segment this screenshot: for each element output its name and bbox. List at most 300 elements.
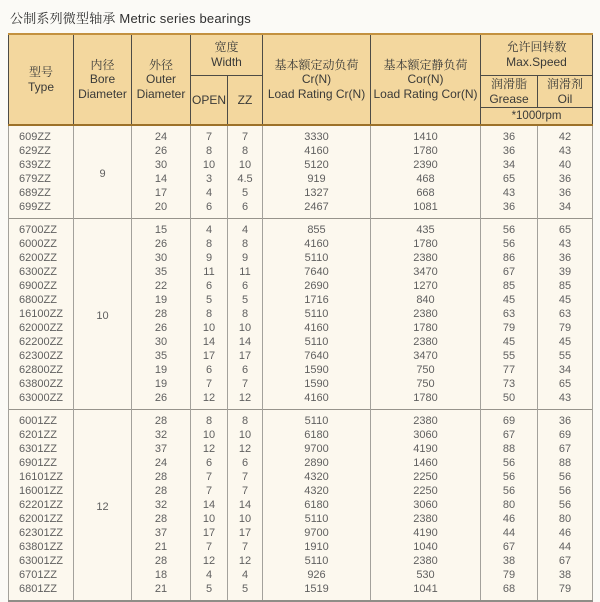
width-open-cell: 4 bbox=[191, 186, 228, 200]
speed-grease-cell: 85 bbox=[481, 279, 538, 293]
width-open-cell: 12 bbox=[191, 442, 228, 456]
load-rating-cr-cell: 1716 bbox=[263, 293, 371, 307]
outer-diameter-cell: 28 bbox=[132, 512, 191, 526]
width-open-cell: 10 bbox=[191, 158, 228, 172]
width-open-cell: 14 bbox=[191, 498, 228, 512]
outer-diameter-cell: 28 bbox=[132, 470, 191, 484]
outer-diameter-cell: 21 bbox=[132, 540, 191, 554]
speed-oil-cell: 67 bbox=[538, 554, 593, 568]
width-zz-cell: 8 bbox=[228, 144, 263, 158]
speed-grease-cell: 80 bbox=[481, 498, 538, 512]
width-open-cell: 7 bbox=[191, 484, 228, 498]
load-rating-cor-cell: 750 bbox=[371, 377, 481, 391]
header-rpm-note: *1000rpm bbox=[481, 108, 593, 126]
header-grease-cn: 润滑脂 bbox=[490, 77, 527, 91]
header-width-en: Width bbox=[211, 55, 242, 69]
load-rating-cr-cell: 9700 bbox=[263, 526, 371, 540]
load-rating-cor-cell: 2380 bbox=[371, 251, 481, 265]
speed-oil-cell: 46 bbox=[538, 526, 593, 540]
width-zz-cell: 10 bbox=[228, 158, 263, 172]
model-cell: 63001ZZ bbox=[9, 554, 74, 568]
width-open-cell: 6 bbox=[191, 363, 228, 377]
width-zz-cell: 10 bbox=[228, 321, 263, 335]
speed-grease-cell: 69 bbox=[481, 410, 538, 429]
load-rating-cor-cell: 4190 bbox=[371, 526, 481, 540]
header-cor-en: Load Rating Cor(N) bbox=[373, 86, 478, 101]
load-rating-cor-cell: 1081 bbox=[371, 200, 481, 219]
outer-diameter-cell: 28 bbox=[132, 484, 191, 498]
speed-oil-cell: 34 bbox=[538, 200, 593, 219]
bearing-spec-table bbox=[8, 33, 593, 602]
width-open-cell: 9 bbox=[191, 251, 228, 265]
header-type-cn: 型号 bbox=[28, 65, 53, 79]
table-header bbox=[9, 34, 593, 125]
width-zz-cell: 7 bbox=[228, 125, 263, 144]
model-cell: 63000ZZ bbox=[9, 391, 74, 410]
outer-diameter-cell: 24 bbox=[132, 456, 191, 470]
width-zz-cell: 14 bbox=[228, 335, 263, 349]
outer-diameter-cell: 32 bbox=[132, 428, 191, 442]
width-open-cell: 7 bbox=[191, 470, 228, 484]
load-rating-cr-cell: 7640 bbox=[263, 349, 371, 363]
header-grease-en: Grease bbox=[489, 91, 529, 106]
outer-diameter-cell: 32 bbox=[132, 498, 191, 512]
width-open-cell: 7 bbox=[191, 125, 228, 144]
load-rating-cor-cell: 1041 bbox=[371, 582, 481, 601]
load-rating-cr-cell: 5110 bbox=[263, 410, 371, 429]
load-rating-cr-cell: 6180 bbox=[263, 428, 371, 442]
outer-diameter-cell: 26 bbox=[132, 321, 191, 335]
width-zz-cell: 6 bbox=[228, 279, 263, 293]
width-open-cell: 7 bbox=[191, 540, 228, 554]
header-oil-cn: 润滑剂 bbox=[547, 77, 584, 91]
speed-grease-cell: 56 bbox=[481, 484, 538, 498]
speed-grease-cell: 56 bbox=[481, 219, 538, 238]
bearing-section-bore-9 bbox=[9, 125, 593, 219]
speed-oil-cell: 45 bbox=[538, 293, 593, 307]
speed-oil-cell: 39 bbox=[538, 265, 593, 279]
outer-diameter-cell: 26 bbox=[132, 144, 191, 158]
width-open-cell: 12 bbox=[191, 391, 228, 410]
load-rating-cr-cell: 5110 bbox=[263, 251, 371, 265]
outer-diameter-cell: 28 bbox=[132, 307, 191, 321]
width-open-cell: 3 bbox=[191, 172, 228, 186]
load-rating-cor-cell: 2380 bbox=[371, 554, 481, 568]
speed-oil-cell: 88 bbox=[538, 456, 593, 470]
speed-oil-cell: 45 bbox=[538, 335, 593, 349]
load-rating-cor-cell: 2380 bbox=[371, 410, 481, 429]
width-zz-cell: 10 bbox=[228, 428, 263, 442]
width-zz-cell: 11 bbox=[228, 265, 263, 279]
model-cell: 639ZZ bbox=[9, 158, 74, 172]
header-width-zz: ZZ bbox=[228, 76, 263, 126]
speed-grease-cell: 43 bbox=[481, 186, 538, 200]
load-rating-cr-cell: 1590 bbox=[263, 363, 371, 377]
speed-oil-cell: 65 bbox=[538, 377, 593, 391]
speed-oil-cell: 36 bbox=[538, 251, 593, 265]
model-cell: 6201ZZ bbox=[9, 428, 74, 442]
outer-diameter-cell: 19 bbox=[132, 293, 191, 307]
outer-diameter-cell: 37 bbox=[132, 526, 191, 540]
model-cell: 679ZZ bbox=[9, 172, 74, 186]
load-rating-cr-cell: 3330 bbox=[263, 125, 371, 144]
width-open-cell: 11 bbox=[191, 265, 228, 279]
speed-oil-cell: 65 bbox=[538, 219, 593, 238]
speed-grease-cell: 73 bbox=[481, 377, 538, 391]
width-zz-cell: 12 bbox=[228, 442, 263, 456]
width-zz-cell: 12 bbox=[228, 391, 263, 410]
model-cell: 6701ZZ bbox=[9, 568, 74, 582]
width-open-cell: 12 bbox=[191, 554, 228, 568]
model-cell: 6901ZZ bbox=[9, 456, 74, 470]
model-cell: 62200ZZ bbox=[9, 335, 74, 349]
outer-diameter-cell: 17 bbox=[132, 186, 191, 200]
outer-diameter-cell: 30 bbox=[132, 158, 191, 172]
outer-diameter-cell: 21 bbox=[132, 582, 191, 601]
speed-oil-cell: 63 bbox=[538, 307, 593, 321]
speed-grease-cell: 56 bbox=[481, 456, 538, 470]
outer-diameter-cell: 35 bbox=[132, 265, 191, 279]
width-zz-cell: 14 bbox=[228, 498, 263, 512]
model-cell: 6300ZZ bbox=[9, 265, 74, 279]
width-zz-cell: 17 bbox=[228, 526, 263, 540]
width-zz-cell: 9 bbox=[228, 251, 263, 265]
outer-diameter-cell: 22 bbox=[132, 279, 191, 293]
speed-oil-cell: 44 bbox=[538, 540, 593, 554]
header-bore-cn: 内径 bbox=[90, 57, 115, 72]
load-rating-cr-cell: 855 bbox=[263, 219, 371, 238]
model-cell: 62201ZZ bbox=[9, 498, 74, 512]
header-width bbox=[191, 34, 263, 76]
header-speed-cn: 允许回转数 bbox=[506, 40, 567, 55]
outer-diameter-cell: 28 bbox=[132, 554, 191, 568]
load-rating-cr-cell: 4320 bbox=[263, 484, 371, 498]
speed-grease-cell: 86 bbox=[481, 251, 538, 265]
outer-diameter-cell: 19 bbox=[132, 377, 191, 391]
model-cell: 699ZZ bbox=[9, 200, 74, 219]
width-zz-cell: 5 bbox=[228, 293, 263, 307]
speed-grease-cell: 44 bbox=[481, 526, 538, 540]
model-cell: 6301ZZ bbox=[9, 442, 74, 456]
load-rating-cor-cell: 468 bbox=[371, 172, 481, 186]
load-rating-cr-cell: 2690 bbox=[263, 279, 371, 293]
load-rating-cor-cell: 3470 bbox=[371, 349, 481, 363]
header-outer-cn: 外径 bbox=[148, 57, 173, 72]
bore-diameter-cell: 9 bbox=[74, 125, 132, 219]
outer-diameter-cell: 15 bbox=[132, 219, 191, 238]
bore-diameter-cell: 10 bbox=[74, 219, 132, 410]
load-rating-cor-cell: 3060 bbox=[371, 498, 481, 512]
load-rating-cr-cell: 5110 bbox=[263, 335, 371, 349]
speed-oil-cell: 79 bbox=[538, 321, 593, 335]
model-cell: 63801ZZ bbox=[9, 540, 74, 554]
load-rating-cor-cell: 4190 bbox=[371, 442, 481, 456]
load-rating-cor-cell: 1780 bbox=[371, 237, 481, 251]
load-rating-cor-cell: 840 bbox=[371, 293, 481, 307]
width-zz-cell: 7 bbox=[228, 484, 263, 498]
load-rating-cor-cell: 668 bbox=[371, 186, 481, 200]
model-cell: 6801ZZ bbox=[9, 582, 74, 601]
speed-oil-cell: 36 bbox=[538, 410, 593, 429]
load-rating-cor-cell: 1270 bbox=[371, 279, 481, 293]
outer-diameter-cell: 30 bbox=[132, 251, 191, 265]
table-row bbox=[9, 410, 593, 429]
speed-grease-cell: 68 bbox=[481, 582, 538, 601]
speed-oil-cell: 55 bbox=[538, 349, 593, 363]
speed-grease-cell: 55 bbox=[481, 349, 538, 363]
load-rating-cr-cell: 4160 bbox=[263, 144, 371, 158]
load-rating-cor-cell: 2380 bbox=[371, 335, 481, 349]
width-zz-cell: 10 bbox=[228, 512, 263, 526]
load-rating-cor-cell: 530 bbox=[371, 568, 481, 582]
load-rating-cor-cell: 3060 bbox=[371, 428, 481, 442]
speed-oil-cell: 56 bbox=[538, 470, 593, 484]
load-rating-cr-cell: 5110 bbox=[263, 512, 371, 526]
load-rating-cor-cell: 2390 bbox=[371, 158, 481, 172]
load-rating-cr-cell: 1519 bbox=[263, 582, 371, 601]
model-cell: 16001ZZ bbox=[9, 484, 74, 498]
speed-grease-cell: 63 bbox=[481, 307, 538, 321]
speed-oil-cell: 36 bbox=[538, 172, 593, 186]
width-open-cell: 6 bbox=[191, 279, 228, 293]
load-rating-cr-cell: 4160 bbox=[263, 321, 371, 335]
speed-oil-cell: 67 bbox=[538, 442, 593, 456]
header-type bbox=[9, 34, 74, 125]
speed-oil-cell: 43 bbox=[538, 237, 593, 251]
width-zz-cell: 8 bbox=[228, 410, 263, 429]
speed-oil-cell: 40 bbox=[538, 158, 593, 172]
load-rating-cor-cell: 435 bbox=[371, 219, 481, 238]
model-cell: 6800ZZ bbox=[9, 293, 74, 307]
load-rating-cor-cell: 1460 bbox=[371, 456, 481, 470]
speed-grease-cell: 65 bbox=[481, 172, 538, 186]
model-cell: 6000ZZ bbox=[9, 237, 74, 251]
header-grease bbox=[481, 76, 538, 108]
speed-grease-cell: 88 bbox=[481, 442, 538, 456]
table-row bbox=[9, 125, 593, 144]
header-width-cn: 宽度 bbox=[214, 40, 239, 55]
outer-diameter-cell: 14 bbox=[132, 172, 191, 186]
width-open-cell: 6 bbox=[191, 456, 228, 470]
width-zz-cell: 7 bbox=[228, 377, 263, 391]
speed-oil-cell: 69 bbox=[538, 428, 593, 442]
model-cell: 609ZZ bbox=[9, 125, 74, 144]
header-load-rating-cor bbox=[371, 34, 481, 125]
header-bore-en1: Bore bbox=[89, 72, 116, 87]
width-open-cell: 17 bbox=[191, 526, 228, 540]
bore-diameter-cell: 12 bbox=[74, 410, 132, 602]
speed-grease-cell: 46 bbox=[481, 512, 538, 526]
outer-diameter-cell: 18 bbox=[132, 568, 191, 582]
width-open-cell: 4 bbox=[191, 568, 228, 582]
width-zz-cell: 4.5 bbox=[228, 172, 263, 186]
load-rating-cr-cell: 6180 bbox=[263, 498, 371, 512]
load-rating-cr-cell: 919 bbox=[263, 172, 371, 186]
speed-oil-cell: 56 bbox=[538, 498, 593, 512]
load-rating-cr-cell: 4320 bbox=[263, 470, 371, 484]
speed-oil-cell: 56 bbox=[538, 484, 593, 498]
header-outer-en2: Diameter bbox=[136, 86, 186, 101]
speed-grease-cell: 36 bbox=[481, 144, 538, 158]
width-open-cell: 7 bbox=[191, 377, 228, 391]
load-rating-cor-cell: 2250 bbox=[371, 470, 481, 484]
model-cell: 16101ZZ bbox=[9, 470, 74, 484]
width-open-cell: 17 bbox=[191, 349, 228, 363]
speed-oil-cell: 43 bbox=[538, 144, 593, 158]
width-open-cell: 5 bbox=[191, 293, 228, 307]
width-zz-cell: 17 bbox=[228, 349, 263, 363]
speed-oil-cell: 85 bbox=[538, 279, 593, 293]
width-open-cell: 5 bbox=[191, 582, 228, 601]
speed-grease-cell: 67 bbox=[481, 428, 538, 442]
speed-grease-cell: 77 bbox=[481, 363, 538, 377]
load-rating-cor-cell: 1780 bbox=[371, 321, 481, 335]
outer-diameter-cell: 30 bbox=[132, 335, 191, 349]
width-zz-cell: 6 bbox=[228, 363, 263, 377]
speed-grease-cell: 67 bbox=[481, 265, 538, 279]
load-rating-cor-cell: 1040 bbox=[371, 540, 481, 554]
load-rating-cor-cell: 1780 bbox=[371, 144, 481, 158]
speed-grease-cell: 45 bbox=[481, 335, 538, 349]
model-cell: 6200ZZ bbox=[9, 251, 74, 265]
width-open-cell: 14 bbox=[191, 335, 228, 349]
width-zz-cell: 4 bbox=[228, 568, 263, 582]
load-rating-cor-cell: 2380 bbox=[371, 307, 481, 321]
header-cr-cn: 基本额定动负荷 bbox=[274, 57, 359, 72]
width-zz-cell: 7 bbox=[228, 540, 263, 554]
outer-diameter-cell: 35 bbox=[132, 349, 191, 363]
width-open-cell: 8 bbox=[191, 307, 228, 321]
width-open-cell: 8 bbox=[191, 410, 228, 429]
width-open-cell: 10 bbox=[191, 428, 228, 442]
load-rating-cor-cell: 1410 bbox=[371, 125, 481, 144]
load-rating-cor-cell: 750 bbox=[371, 363, 481, 377]
header-width-open: OPEN bbox=[191, 76, 228, 126]
width-zz-cell: 5 bbox=[228, 582, 263, 601]
speed-oil-cell: 79 bbox=[538, 582, 593, 601]
load-rating-cr-cell: 9700 bbox=[263, 442, 371, 456]
speed-oil-cell: 34 bbox=[538, 363, 593, 377]
load-rating-cr-cell: 2890 bbox=[263, 456, 371, 470]
load-rating-cr-cell: 5120 bbox=[263, 158, 371, 172]
load-rating-cr-cell: 1590 bbox=[263, 377, 371, 391]
load-rating-cor-cell: 2380 bbox=[371, 512, 481, 526]
load-rating-cr-cell: 5110 bbox=[263, 554, 371, 568]
speed-grease-cell: 38 bbox=[481, 554, 538, 568]
speed-grease-cell: 50 bbox=[481, 391, 538, 410]
load-rating-cr-cell: 7640 bbox=[263, 265, 371, 279]
bearing-section-bore-12 bbox=[9, 410, 593, 602]
header-load-rating-cr bbox=[263, 34, 371, 125]
width-zz-cell: 6 bbox=[228, 456, 263, 470]
width-zz-cell: 12 bbox=[228, 554, 263, 568]
speed-grease-cell: 79 bbox=[481, 568, 538, 582]
speed-grease-cell: 79 bbox=[481, 321, 538, 335]
bearing-section-bore-10 bbox=[9, 219, 593, 410]
load-rating-cr-cell: 1327 bbox=[263, 186, 371, 200]
load-rating-cor-cell: 2250 bbox=[371, 484, 481, 498]
model-cell: 63800ZZ bbox=[9, 377, 74, 391]
speed-oil-cell: 43 bbox=[538, 391, 593, 410]
speed-grease-cell: 56 bbox=[481, 237, 538, 251]
page-title: 公制系列微型轴承 Metric series bearings bbox=[10, 11, 251, 26]
header-oil-en: Oil bbox=[557, 91, 573, 106]
table-row bbox=[9, 219, 593, 238]
model-cell: 62800ZZ bbox=[9, 363, 74, 377]
load-rating-cr-cell: 2467 bbox=[263, 200, 371, 219]
header-cor-cn: 基本额定静负荷 bbox=[383, 57, 468, 72]
header-bore-en2: Diameter bbox=[78, 86, 127, 101]
outer-diameter-cell: 37 bbox=[132, 442, 191, 456]
width-zz-cell: 5 bbox=[228, 186, 263, 200]
load-rating-cr-cell: 4160 bbox=[263, 237, 371, 251]
speed-grease-cell: 67 bbox=[481, 540, 538, 554]
model-cell: 6900ZZ bbox=[9, 279, 74, 293]
width-zz-cell: 8 bbox=[228, 237, 263, 251]
speed-oil-cell: 80 bbox=[538, 512, 593, 526]
width-open-cell: 8 bbox=[191, 144, 228, 158]
speed-grease-cell: 45 bbox=[481, 293, 538, 307]
width-open-cell: 10 bbox=[191, 512, 228, 526]
model-cell: 629ZZ bbox=[9, 144, 74, 158]
header-cr-en: Load Rating Cr(N) bbox=[267, 86, 366, 101]
speed-grease-cell: 36 bbox=[481, 125, 538, 144]
width-zz-cell: 6 bbox=[228, 200, 263, 219]
load-rating-cr-cell: 4160 bbox=[263, 391, 371, 410]
outer-diameter-cell: 20 bbox=[132, 200, 191, 219]
header-max-speed bbox=[481, 34, 593, 76]
width-open-cell: 10 bbox=[191, 321, 228, 335]
outer-diameter-cell: 28 bbox=[132, 410, 191, 429]
model-cell: 16100ZZ bbox=[9, 307, 74, 321]
header-outer-diameter bbox=[132, 34, 191, 125]
speed-oil-cell: 36 bbox=[538, 186, 593, 200]
width-open-cell: 4 bbox=[191, 219, 228, 238]
width-open-cell: 6 bbox=[191, 200, 228, 219]
speed-grease-cell: 34 bbox=[481, 158, 538, 172]
header-speed-en: Max.Speed bbox=[506, 55, 567, 69]
header-cor-unit: Cor(N) bbox=[407, 72, 444, 87]
speed-oil-cell: 42 bbox=[538, 125, 593, 144]
model-cell: 62301ZZ bbox=[9, 526, 74, 540]
outer-diameter-cell: 26 bbox=[132, 391, 191, 410]
model-cell: 62000ZZ bbox=[9, 321, 74, 335]
load-rating-cr-cell: 1910 bbox=[263, 540, 371, 554]
header-cr-unit: Cr(N) bbox=[301, 72, 332, 87]
width-zz-cell: 8 bbox=[228, 307, 263, 321]
load-rating-cr-cell: 5110 bbox=[263, 307, 371, 321]
model-cell: 6001ZZ bbox=[9, 410, 74, 429]
speed-grease-cell: 36 bbox=[481, 200, 538, 219]
header-bore-diameter bbox=[74, 34, 132, 125]
speed-grease-cell: 56 bbox=[481, 470, 538, 484]
speed-oil-cell: 38 bbox=[538, 568, 593, 582]
outer-diameter-cell: 26 bbox=[132, 237, 191, 251]
model-cell: 6700ZZ bbox=[9, 219, 74, 238]
load-rating-cor-cell: 1780 bbox=[371, 391, 481, 410]
load-rating-cor-cell: 3470 bbox=[371, 265, 481, 279]
header-oil bbox=[538, 76, 593, 108]
model-cell: 62300ZZ bbox=[9, 349, 74, 363]
width-open-cell: 8 bbox=[191, 237, 228, 251]
header-outer-en1: Outer bbox=[145, 72, 176, 87]
load-rating-cr-cell: 926 bbox=[263, 568, 371, 582]
outer-diameter-cell: 19 bbox=[132, 363, 191, 377]
width-zz-cell: 4 bbox=[228, 219, 263, 238]
model-cell: 62001ZZ bbox=[9, 512, 74, 526]
outer-diameter-cell: 24 bbox=[132, 125, 191, 144]
model-cell: 689ZZ bbox=[9, 186, 74, 200]
